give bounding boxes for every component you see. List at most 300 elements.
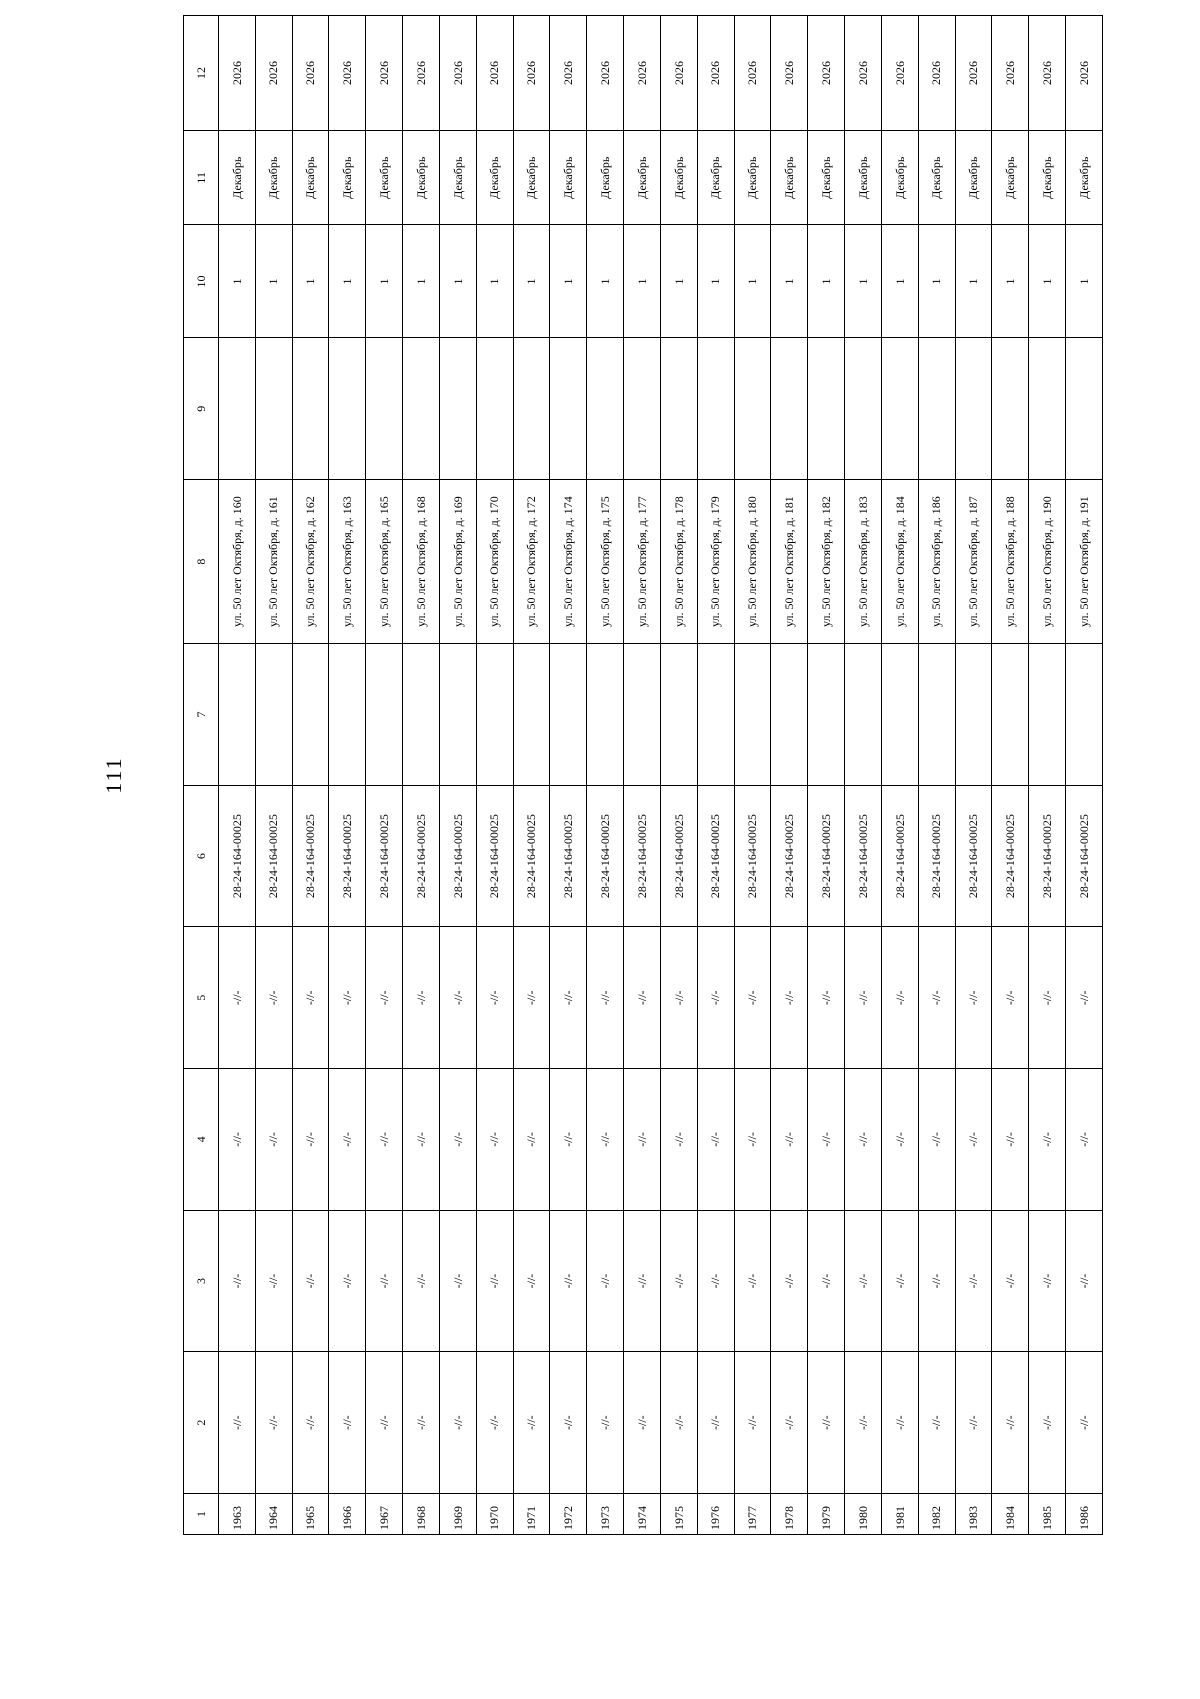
row-number: 1972: [550, 1493, 587, 1534]
cadastral-quarter: 28-24-164-00025: [808, 785, 845, 927]
month: Декабрь: [292, 131, 329, 225]
ditto-mark: -//-: [255, 1352, 292, 1494]
address: ул. 50 лет Октября, д. 181: [771, 480, 808, 644]
address: ул. 50 лет Октября, д. 172: [513, 480, 550, 644]
empty-cell: [918, 644, 955, 786]
month: Декабрь: [329, 131, 366, 225]
table-row: [550, 16, 587, 1535]
ditto-mark: -//-: [918, 1069, 955, 1211]
empty-cell: [955, 338, 992, 480]
row-number: 1975: [660, 1493, 697, 1534]
ditto-mark: -//-: [439, 1069, 476, 1211]
empty-cell: [550, 338, 587, 480]
quantity: 1: [587, 225, 624, 338]
year: 2026: [918, 16, 955, 131]
month: Декабрь: [513, 131, 550, 225]
ditto-mark: -//-: [219, 927, 256, 1069]
address: ул. 50 лет Октября, д. 191: [1066, 480, 1103, 644]
table-row: [881, 16, 918, 1535]
address: ул. 50 лет Октября, д. 168: [403, 480, 440, 644]
cadastral-quarter: 28-24-164-00025: [292, 785, 329, 927]
month: Декабрь: [881, 131, 918, 225]
table-row: [329, 16, 366, 1535]
column-header: 8: [184, 480, 219, 644]
ditto-mark: -//-: [476, 1069, 513, 1211]
quantity: 1: [366, 225, 403, 338]
ditto-mark: -//-: [918, 1210, 955, 1352]
cadastral-quarter: 28-24-164-00025: [734, 785, 771, 927]
row-number: 1981: [881, 1493, 918, 1534]
row-number: 1982: [918, 1493, 955, 1534]
table-row: [992, 16, 1029, 1535]
ditto-mark: -//-: [808, 1352, 845, 1494]
ditto-mark: -//-: [808, 927, 845, 1069]
table-row: [1066, 16, 1103, 1535]
cadastral-quarter: 28-24-164-00025: [476, 785, 513, 927]
row-number: 1984: [992, 1493, 1029, 1534]
ditto-mark: -//-: [955, 1069, 992, 1211]
empty-cell: [439, 338, 476, 480]
ditto-mark: -//-: [513, 1069, 550, 1211]
address: ул. 50 лет Октября, д. 180: [734, 480, 771, 644]
ditto-mark: -//-: [881, 1210, 918, 1352]
table-row: [808, 16, 845, 1535]
ditto-mark: -//-: [219, 1210, 256, 1352]
ditto-mark: -//-: [439, 927, 476, 1069]
month: Декабрь: [219, 131, 256, 225]
ditto-mark: -//-: [292, 1069, 329, 1211]
row-number: 1968: [403, 1493, 440, 1534]
row-number: 1974: [624, 1493, 661, 1534]
ditto-mark: -//-: [329, 927, 366, 1069]
year: 2026: [366, 16, 403, 131]
ditto-mark: -//-: [992, 1352, 1029, 1494]
empty-cell: [366, 644, 403, 786]
cadastral-quarter: 28-24-164-00025: [660, 785, 697, 927]
year: 2026: [624, 16, 661, 131]
ditto-mark: -//-: [587, 1210, 624, 1352]
ditto-mark: -//-: [1066, 1210, 1103, 1352]
ditto-mark: -//-: [366, 1210, 403, 1352]
table-row: [1029, 16, 1066, 1535]
address: ул. 50 лет Октября, д. 175: [587, 480, 624, 644]
year: 2026: [1029, 16, 1066, 131]
ditto-mark: -//-: [808, 1069, 845, 1211]
month: Декабрь: [697, 131, 734, 225]
quantity: 1: [329, 225, 366, 338]
empty-cell: [292, 644, 329, 786]
quantity: 1: [403, 225, 440, 338]
empty-cell: [1066, 644, 1103, 786]
cadastral-quarter: 28-24-164-00025: [992, 785, 1029, 927]
empty-cell: [660, 338, 697, 480]
ditto-mark: -//-: [550, 1352, 587, 1494]
table-row: [771, 16, 808, 1535]
column-header: 9: [184, 338, 219, 480]
row-number: 1980: [845, 1493, 882, 1534]
ditto-mark: -//-: [624, 1069, 661, 1211]
ditto-mark: -//-: [1029, 927, 1066, 1069]
month: Декабрь: [550, 131, 587, 225]
ditto-mark: -//-: [808, 1210, 845, 1352]
row-number: 1971: [513, 1493, 550, 1534]
address: ул. 50 лет Октября, д. 183: [845, 480, 882, 644]
address: ул. 50 лет Октября, д. 169: [439, 480, 476, 644]
ditto-mark: -//-: [587, 927, 624, 1069]
address: ул. 50 лет Октября, д. 170: [476, 480, 513, 644]
ditto-mark: -//-: [697, 1069, 734, 1211]
ditto-mark: -//-: [550, 927, 587, 1069]
ditto-mark: -//-: [403, 1069, 440, 1211]
month: Декабрь: [845, 131, 882, 225]
address: ул. 50 лет Октября, д. 177: [624, 480, 661, 644]
year: 2026: [881, 16, 918, 131]
table-row: [660, 16, 697, 1535]
empty-cell: [1066, 338, 1103, 480]
address: ул. 50 лет Октября, д. 163: [329, 480, 366, 644]
empty-cell: [550, 644, 587, 786]
empty-cell: [734, 644, 771, 786]
table-row: [439, 16, 476, 1535]
address: ул. 50 лет Октября, д. 190: [1029, 480, 1066, 644]
empty-cell: [587, 644, 624, 786]
empty-cell: [513, 338, 550, 480]
table-body: [219, 16, 1103, 1535]
empty-cell: [439, 644, 476, 786]
month: Декабрь: [476, 131, 513, 225]
ditto-mark: -//-: [587, 1069, 624, 1211]
empty-cell: [1029, 644, 1066, 786]
row-number: 1965: [292, 1493, 329, 1534]
cadastral-quarter: 28-24-164-00025: [587, 785, 624, 927]
year: 2026: [403, 16, 440, 131]
row-number: 1983: [955, 1493, 992, 1534]
ditto-mark: -//-: [992, 1069, 1029, 1211]
column-header: 2: [184, 1352, 219, 1494]
address: ул. 50 лет Октября, д. 188: [992, 480, 1029, 644]
month: Декабрь: [734, 131, 771, 225]
ditto-mark: -//-: [366, 1352, 403, 1494]
quantity: 1: [808, 225, 845, 338]
row-number: 1979: [808, 1493, 845, 1534]
ditto-mark: -//-: [366, 927, 403, 1069]
quantity: 1: [697, 225, 734, 338]
empty-cell: [624, 338, 661, 480]
ditto-mark: -//-: [439, 1352, 476, 1494]
year: 2026: [771, 16, 808, 131]
column-header: 6: [184, 785, 219, 927]
cadastral-quarter: 28-24-164-00025: [624, 785, 661, 927]
ditto-mark: -//-: [513, 1210, 550, 1352]
ditto-mark: -//-: [955, 1352, 992, 1494]
empty-cell: [587, 338, 624, 480]
ditto-mark: -//-: [513, 1352, 550, 1494]
address: ул. 50 лет Октября, д. 178: [660, 480, 697, 644]
quantity: 1: [219, 225, 256, 338]
ditto-mark: -//-: [550, 1210, 587, 1352]
row-number: 1963: [219, 1493, 256, 1534]
month: Декабрь: [587, 131, 624, 225]
ditto-mark: -//-: [624, 1352, 661, 1494]
address: ул. 50 лет Октября, д. 162: [292, 480, 329, 644]
empty-cell: [476, 644, 513, 786]
ditto-mark: -//-: [403, 1352, 440, 1494]
empty-cell: [624, 644, 661, 786]
address: ул. 50 лет Октября, д. 184: [881, 480, 918, 644]
ditto-mark: -//-: [439, 1210, 476, 1352]
ditto-mark: -//-: [771, 1352, 808, 1494]
cadastral-quarter: 28-24-164-00025: [697, 785, 734, 927]
page-number: 111: [101, 756, 126, 794]
year: 2026: [992, 16, 1029, 131]
year: 2026: [660, 16, 697, 131]
ditto-mark: -//-: [1066, 1069, 1103, 1211]
empty-cell: [771, 338, 808, 480]
ditto-mark: -//-: [292, 1210, 329, 1352]
ditto-mark: -//-: [918, 1352, 955, 1494]
table-row: [845, 16, 882, 1535]
year: 2026: [476, 16, 513, 131]
cadastral-quarter: 28-24-164-00025: [1066, 785, 1103, 927]
column-header: 12: [184, 16, 219, 131]
empty-cell: [366, 338, 403, 480]
address: ул. 50 лет Октября, д. 179: [697, 480, 734, 644]
cadastral-quarter: 28-24-164-00025: [845, 785, 882, 927]
ditto-mark: -//-: [992, 1210, 1029, 1352]
ditto-mark: -//-: [992, 927, 1029, 1069]
ditto-mark: -//-: [660, 1210, 697, 1352]
empty-cell: [329, 338, 366, 480]
ditto-mark: -//-: [771, 1069, 808, 1211]
row-number: 1986: [1066, 1493, 1103, 1534]
row-number: 1977: [734, 1493, 771, 1534]
quantity: 1: [845, 225, 882, 338]
ditto-mark: -//-: [255, 927, 292, 1069]
ditto-mark: -//-: [1029, 1210, 1066, 1352]
ditto-mark: -//-: [955, 927, 992, 1069]
table-row: [513, 16, 550, 1535]
ditto-mark: -//-: [955, 1210, 992, 1352]
quantity: 1: [1029, 225, 1066, 338]
empty-cell: [219, 644, 256, 786]
ditto-mark: -//-: [881, 1352, 918, 1494]
empty-cell: [992, 338, 1029, 480]
ditto-mark: -//-: [329, 1352, 366, 1494]
year: 2026: [697, 16, 734, 131]
month: Декабрь: [255, 131, 292, 225]
empty-cell: [660, 644, 697, 786]
table-row: [587, 16, 624, 1535]
year: 2026: [587, 16, 624, 131]
year: 2026: [955, 16, 992, 131]
table-row: [366, 16, 403, 1535]
year: 2026: [1066, 16, 1103, 131]
column-header: 7: [184, 644, 219, 786]
column-header: 3: [184, 1210, 219, 1352]
ditto-mark: -//-: [881, 927, 918, 1069]
ditto-mark: -//-: [255, 1210, 292, 1352]
quantity: 1: [439, 225, 476, 338]
empty-cell: [881, 644, 918, 786]
ditto-mark: -//-: [697, 927, 734, 1069]
empty-cell: [292, 338, 329, 480]
empty-cell: [403, 338, 440, 480]
ditto-mark: -//-: [292, 1352, 329, 1494]
empty-cell: [1029, 338, 1066, 480]
cadastral-quarter: 28-24-164-00025: [329, 785, 366, 927]
cadastral-quarter: 28-24-164-00025: [513, 785, 550, 927]
address: ул. 50 лет Октября, д. 161: [255, 480, 292, 644]
month: Декабрь: [660, 131, 697, 225]
ditto-mark: -//-: [697, 1352, 734, 1494]
month: Декабрь: [918, 131, 955, 225]
table-row: [219, 16, 256, 1535]
month: Декабрь: [808, 131, 845, 225]
quantity: 1: [771, 225, 808, 338]
ditto-mark: -//-: [476, 1352, 513, 1494]
address: ул. 50 лет Октября, д. 165: [366, 480, 403, 644]
ditto-mark: -//-: [329, 1069, 366, 1211]
column-header: 1: [184, 1493, 219, 1534]
address: ул. 50 лет Октября, д. 187: [955, 480, 992, 644]
empty-cell: [329, 644, 366, 786]
column-header: 4: [184, 1069, 219, 1211]
year: 2026: [808, 16, 845, 131]
quantity: 1: [955, 225, 992, 338]
column-header: 11: [184, 131, 219, 225]
empty-cell: [955, 644, 992, 786]
registry-table: [183, 15, 1103, 1535]
quantity: 1: [918, 225, 955, 338]
empty-cell: [881, 338, 918, 480]
ditto-mark: -//-: [624, 927, 661, 1069]
month: Декабрь: [366, 131, 403, 225]
column-header: 5: [184, 927, 219, 1069]
header-row: [184, 16, 219, 1535]
empty-cell: [255, 338, 292, 480]
table-row: [255, 16, 292, 1535]
ditto-mark: -//-: [771, 1210, 808, 1352]
row-number: 1966: [329, 1493, 366, 1534]
table-row: [476, 16, 513, 1535]
quantity: 1: [734, 225, 771, 338]
ditto-mark: -//-: [513, 927, 550, 1069]
month: Декабрь: [1029, 131, 1066, 225]
month: Декабрь: [439, 131, 476, 225]
cadastral-quarter: 28-24-164-00025: [366, 785, 403, 927]
row-number: 1976: [697, 1493, 734, 1534]
empty-cell: [403, 644, 440, 786]
ditto-mark: -//-: [329, 1210, 366, 1352]
table-row: [292, 16, 329, 1535]
year: 2026: [845, 16, 882, 131]
column-header: 10: [184, 225, 219, 338]
empty-cell: [992, 644, 1029, 786]
cadastral-quarter: 28-24-164-00025: [955, 785, 992, 927]
ditto-mark: -//-: [403, 1210, 440, 1352]
row-number: 1973: [587, 1493, 624, 1534]
address: ул. 50 лет Октября, д. 160: [219, 480, 256, 644]
cadastral-quarter: 28-24-164-00025: [255, 785, 292, 927]
quantity: 1: [255, 225, 292, 338]
empty-cell: [476, 338, 513, 480]
table-row: [624, 16, 661, 1535]
ditto-mark: -//-: [734, 1210, 771, 1352]
address: ул. 50 лет Октября, д. 186: [918, 480, 955, 644]
year: 2026: [329, 16, 366, 131]
month: Декабрь: [955, 131, 992, 225]
ditto-mark: -//-: [845, 927, 882, 1069]
row-number: 1967: [366, 1493, 403, 1534]
ditto-mark: -//-: [403, 927, 440, 1069]
empty-cell: [734, 338, 771, 480]
ditto-mark: -//-: [476, 927, 513, 1069]
year: 2026: [550, 16, 587, 131]
empty-cell: [513, 644, 550, 786]
month: Декабрь: [1066, 131, 1103, 225]
cadastral-quarter: 28-24-164-00025: [403, 785, 440, 927]
table-row: [918, 16, 955, 1535]
quantity: 1: [881, 225, 918, 338]
quantity: 1: [476, 225, 513, 338]
ditto-mark: -//-: [918, 927, 955, 1069]
cadastral-quarter: 28-24-164-00025: [918, 785, 955, 927]
year: 2026: [292, 16, 329, 131]
ditto-mark: -//-: [845, 1069, 882, 1211]
cadastral-quarter: 28-24-164-00025: [439, 785, 476, 927]
ditto-mark: -//-: [771, 927, 808, 1069]
cadastral-quarter: 28-24-164-00025: [1029, 785, 1066, 927]
quantity: 1: [624, 225, 661, 338]
year: 2026: [734, 16, 771, 131]
ditto-mark: -//-: [697, 1210, 734, 1352]
quantity: 1: [992, 225, 1029, 338]
year: 2026: [255, 16, 292, 131]
month: Декабрь: [992, 131, 1029, 225]
ditto-mark: -//-: [255, 1069, 292, 1211]
table-row: [403, 16, 440, 1535]
month: Декабрь: [403, 131, 440, 225]
ditto-mark: -//-: [734, 1069, 771, 1211]
row-number: 1985: [1029, 1493, 1066, 1534]
ditto-mark: -//-: [587, 1352, 624, 1494]
ditto-mark: -//-: [292, 927, 329, 1069]
table-row: [697, 16, 734, 1535]
quantity: 1: [660, 225, 697, 338]
empty-cell: [918, 338, 955, 480]
row-number: 1964: [255, 1493, 292, 1534]
quantity: 1: [550, 225, 587, 338]
table-row: [955, 16, 992, 1535]
quantity: 1: [292, 225, 329, 338]
ditto-mark: -//-: [1066, 1352, 1103, 1494]
year: 2026: [439, 16, 476, 131]
row-number: 1978: [771, 1493, 808, 1534]
empty-cell: [845, 338, 882, 480]
address: ул. 50 лет Октября, д. 182: [808, 480, 845, 644]
empty-cell: [697, 338, 734, 480]
empty-cell: [845, 644, 882, 786]
ditto-mark: -//-: [624, 1210, 661, 1352]
rotated-page: [101, 15, 1103, 1535]
empty-cell: [697, 644, 734, 786]
ditto-mark: -//-: [845, 1352, 882, 1494]
ditto-mark: -//-: [550, 1069, 587, 1211]
ditto-mark: -//-: [219, 1352, 256, 1494]
row-number: 1969: [439, 1493, 476, 1534]
cadastral-quarter: 28-24-164-00025: [771, 785, 808, 927]
quantity: 1: [1066, 225, 1103, 338]
